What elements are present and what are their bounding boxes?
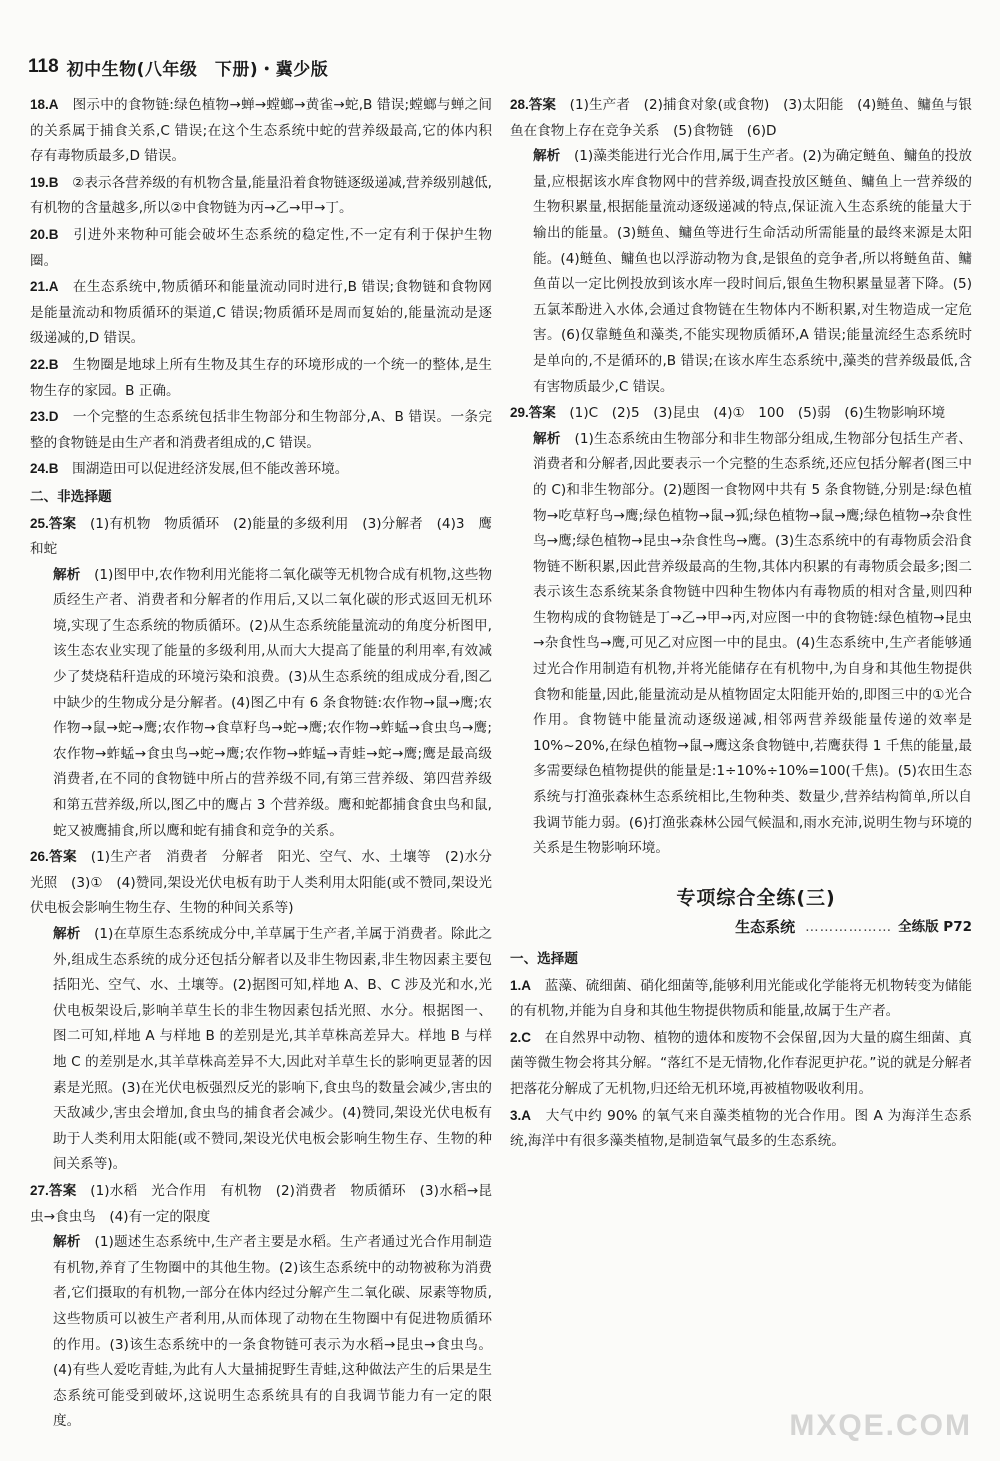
analysis-text: (1)图甲中,农作物利用光能将二氧化碳等无机物合成有机物,这些物质经生产者、消费者和分解者的作用后,又以二氧化碳的形式返回无机环境,实现了生态系统的物质循环。(2)从生态系统能量流动的角度分析图甲,该生态农业实现了能量的多级利用,从而大大提高了能量的利用率,有效减少了焚烧秸秆造成的环境污染和浪费。(3)从生态系统的组成成分看,图乙中缺少的生物成分是分解者。(4)图乙中有 6 条食物链:农作物→鼠→鹰;农作物→鼠→蛇→鹰;农作物→食草籽鸟→蛇→鹰;农作物→蚱蜢→食虫鸟→鹰;农作物→蚱蜢→食虫鸟→蛇→鹰;农作物→蚱蜢→青蛙→蛇→鹰;鹰是最高级消费者,在不同的食物链中所占的营养级不同,有第三营养级、第四营养级和第五营养级,所以,图乙中的鹰占 3 个营养级。鹰和蛇都捕食食虫鸟和鼠,蛇又被鹰捕食,所以鹰和蛇有捕食和竞争的关系。 <box>53 566 493 839</box>
item-number: 27.答案 <box>30 1182 77 1198</box>
analysis-label: 解析 <box>53 566 81 583</box>
item-number: 18.A <box>30 97 59 112</box>
item-text: 一个完整的生态系统包括非生物部分和生物部分,A、B 错误。一条完整的食物链是由生产者和消费者组成的,C 错误。 <box>30 409 493 451</box>
answer-item-26 <box>30 844 506 1178</box>
section-heading: 一、选择题 <box>510 951 578 967</box>
left-column <box>30 92 506 1435</box>
item-number: 2.C <box>510 1029 532 1045</box>
special-practice-topic: 生态系统 <box>735 918 796 937</box>
analysis-text: (1)题述生态系统中,生产者主要是水稻。生产者通过光合作用制造有机物,养育了生物圈中的其他生物。(2)该生态系统中的动物被称为消费者,它们摄取的有机物,一部分在体内经过分解产生二氧化碳、尿素等物质,这些物质可以被生产者利用,从而体现了动物在生物圈中有促进物质循环的作用。(3)该生态系统中的一条食物链可表示为水稻→昆虫→食虫鸟。(4)有些人爱吃青蛙,为此有人大量捕捉野生青蛙,这种做法产生的后果是生态系统可能受到破坏,这说明生态系统具有的自我调节能力有一定的限度。 <box>53 1234 493 1430</box>
special-practice-subtitle-row <box>510 915 972 941</box>
answer-text: (1)生产者 (2)捕食对象(或食物) (3)太阳能 (4)鲢鱼、鳙鱼与银鱼在食物上存在竞争关系 (5)食物链 (6)D <box>510 97 972 139</box>
analysis-label: 解析 <box>533 430 561 447</box>
book-title: 初中生物(八年级 下册)・冀少版 <box>66 59 329 80</box>
answer-text: (1)C (2)5 (3)昆虫 (4)① 100 (5)弱 (6)生物影响环境 <box>569 405 946 422</box>
answer-text: (1)有机物 物质循环 (2)能量的多级利用 (3)分解者 (4)3 鹰和蛇 <box>30 515 493 558</box>
answer-item-23 <box>30 404 492 456</box>
answer-item-27 <box>30 1178 492 1435</box>
analysis-label: 解析 <box>53 926 81 942</box>
item-number: 21.A <box>30 279 59 295</box>
answer-item-25 <box>30 511 492 845</box>
item-number: 20.B <box>30 226 59 242</box>
analysis-text: (1)生态系统由生物部分和非生物部分组成,生物部分包括生产者、消费者和分解者,因此要表示一个完整的生态系统,还应包括分解者(图三中的 C)和非生物部分。(2)题图一食物网中共有 5 条食物链,分别是:绿色植物→吃草籽鸟→鹰;绿色植物→鼠→狐;绿色植物→鼠→鹰;绿色植物→杂食性鸟→鹰;绿色植物→昆虫→杂食性鸟→鹰。(3)生态系统中的有毒物质会沿食物链不断积累,因此营养级最高的生物,其体内积累的有毒物质会最多;图二表示该生态系统某条食物链中四种生物体内有毒物质的相对含量,则四种生物构成的食物链是丁→乙→甲→丙,对应图一中的食物链:绿色植物→昆虫→杂食性鸟→鹰,可见乙对应图一中的昆虫。(4)生态系统中,生产者能够通过光合作用制造有机物,并将光能储存在有机物中,为自身和其他生物提供食物和能量,因此,能量流动是从植物固定太阳能开始的,即图三中的①光合作用。食物链中能量流动逐级递减,相邻两营养级能量传递的效率是 10%~20%,在绿色植物→鼠→鹰这条食物链中,若鹰获得 1 千焦的能量,最多需要绿色植物提供的能量是:1÷10%÷10%=100(千焦)。(5)农田生态系统与打渔张森林生态系统相比,生物种类、数量少,营养结构简单,所以自我调节能力弱。(6)打渔张森林公园气候温和,雨水充沛,说明生物与环境的关系是生物影响环境。 <box>533 430 973 857</box>
answer-item-21 <box>30 274 492 352</box>
item-number: 25.答案 <box>30 515 77 531</box>
item-number: 23.D <box>30 409 59 425</box>
item-number: 28.答案 <box>510 97 556 112</box>
item-text: ②表示各营养级的有机物含量,能量沿着食物链逐级递减,营养级别越低,有机物的含量越多,所以②中食物链为丙→乙→甲→丁。 <box>30 174 492 217</box>
analysis-label: 解析 <box>53 1234 81 1251</box>
item-number: 26.答案 <box>30 849 77 865</box>
item-text: 在自然界中动物、植物的遗体和废物不会保留,因为大量的腐生细菌、真菌等微生物会将其分解。“落红不是无情物,化作春泥更护花。”说的就是分解者把落花分解成了无机物,归还给无机环境,再被植物吸收利用。 <box>510 1029 972 1097</box>
answer-item-19 <box>30 170 492 222</box>
watermark: MXQE.COM <box>789 1409 972 1442</box>
item-number: 22.B <box>30 356 59 372</box>
item-text: 围湖造田可以促进经济发展,但不能改善环境。 <box>72 461 349 478</box>
answer-item-20 <box>30 222 492 274</box>
item-text: 引进外来物种可能会破坏生态系统的稳定性,不一定有利于保护生物圈。 <box>30 226 493 269</box>
answer-item-29 <box>510 400 972 862</box>
item-text: 大气中约 90% 的氧气来自藻类植物的光合作用。图 A 为海洋生态系统,海洋中有很多藻类植物,是制造氧气最多的生态系统。 <box>510 1107 973 1150</box>
item-number: 1.A <box>510 977 532 993</box>
answer-item-1 <box>510 973 972 1025</box>
answer-item-22 <box>30 352 492 404</box>
analysis-text: (1)藻类能进行光合作用,属于生产者。(2)为确定鲢鱼、鳙鱼的投放量,应根据该水库食物网中的营养级,调查投放区鲢鱼、鳙鱼上一营养级的生物积累量,根据能量流动逐级递减的特点,保证流入生态系统的能量大于输出的能量。(3)鲢鱼、鳙鱼等进行生命活动所需能量的最终来源是太阳能。(4)鲢鱼、鳙鱼也以浮游动物为食,是银鱼的竞争者,所以将鲢鱼苗、鳙鱼苗以一定比例投放到该水库一段时间后,银鱼生物积累量显著下降。(5)五氯苯酚进入水体,会通过食物链在生物体内不断积累,对生物造成一定危害。(6)仅靠鲢鱼和藻类,不能实现物质循环,A 错误;能量流经生态系统时是单向的,不是循环的,B 错误;在该水库生态系统中,藻类的营养级最低,含有害物质最少,C 错误。 <box>533 148 972 395</box>
answer-text: (1)生产者 消费者 分解者 阳光、空气、水、土壤等 (2)水分 光照 (3)① (4)赞同,架设光伏电板有助于人类利用太阳能(或不赞同,架设光伏电板会影响生物生存、生物的种间关系等) <box>30 849 506 917</box>
item-number: 29.答案 <box>510 405 556 421</box>
answer-item-3 <box>510 1103 972 1155</box>
leader-dots: ……………… <box>805 919 893 936</box>
answer-item-2 <box>510 1025 972 1103</box>
special-practice-title: 专项综合全练(三) <box>676 886 836 909</box>
item-number: 3.A <box>510 1107 532 1123</box>
item-text: 图示中的食物链:绿色植物→蝉→螳螂→黄雀→蛇,B 错误;螳螂与蝉之间的关系属于捕食关系,C 错误;在这个生态系统中蛇的营养级最高,它的体内积存有毒物质最多,D 错误。 <box>30 97 493 165</box>
item-number: 24.B <box>30 461 59 477</box>
section-heading: 二、非选择题 <box>30 488 112 505</box>
item-text: 生物圈是地球上所有生物及其生存的环境形成的一个统一的整体,是生物生存的家园。B 正确。 <box>30 356 492 399</box>
analysis-text: (1)在草原生态系统成分中,羊草属于生产者,羊属于消费者。除此之外,组成生态系统的成分还包括分解者以及非生物因素,非生物因素主要包括阳光、空气、水、土壤等。(2)据图可知,样地 A、B、C 涉及光和水,光伏电板架设后,影响羊草生长的非生物因素包括光照、水分。根据图一、图二可知,样地 A 与样地 B 的差别是光,其羊草株高差异大。样地 B 与样地 C 的差别是水,其羊草株高差异不大,因此对羊草生长的影响更显著的因素是光照。(3)在光伏电板强烈反光的影响下,食虫鸟的数量会减少,害虫的天敌减少,害虫会增加,食虫鸟的捕食者会减少。(4)赞同,架设光伏电板有助于人类利用太阳能(或不赞同,架设光伏电板会影响生物生存、生物的种间关系等)。 <box>53 926 493 1173</box>
page-reference: 全练版 P72 <box>898 919 972 936</box>
item-text: 在生态系统中,物质循环和能量流动同时进行,B 错误;食物链和食物网是能量流动和物质循环的渠道,C 错误;物质循环是周而复始的,能量流动是逐级递减的,D 错误。 <box>30 279 492 347</box>
answer-text: (1)水稻 光合作用 有机物 (2)消费者 物质循环 (3)水稻→昆虫→食虫鸟 (4)有一定的限度 <box>30 1182 492 1225</box>
item-text: 蓝藻、硫细菌、硝化细菌等,能够利用光能或化学能将无机物转变为储能的有机物,并能为自身和其他生物提供物质和能量,故属于生产者。 <box>510 977 972 1020</box>
answer-item-28 <box>510 92 972 400</box>
right-column <box>510 92 972 1155</box>
answer-item-24 <box>30 456 492 483</box>
item-number: 19.B <box>30 174 59 190</box>
page-number: 118 <box>28 56 59 77</box>
page-header <box>28 50 328 84</box>
analysis-label: 解析 <box>533 148 561 165</box>
answer-item-18 <box>30 92 492 170</box>
